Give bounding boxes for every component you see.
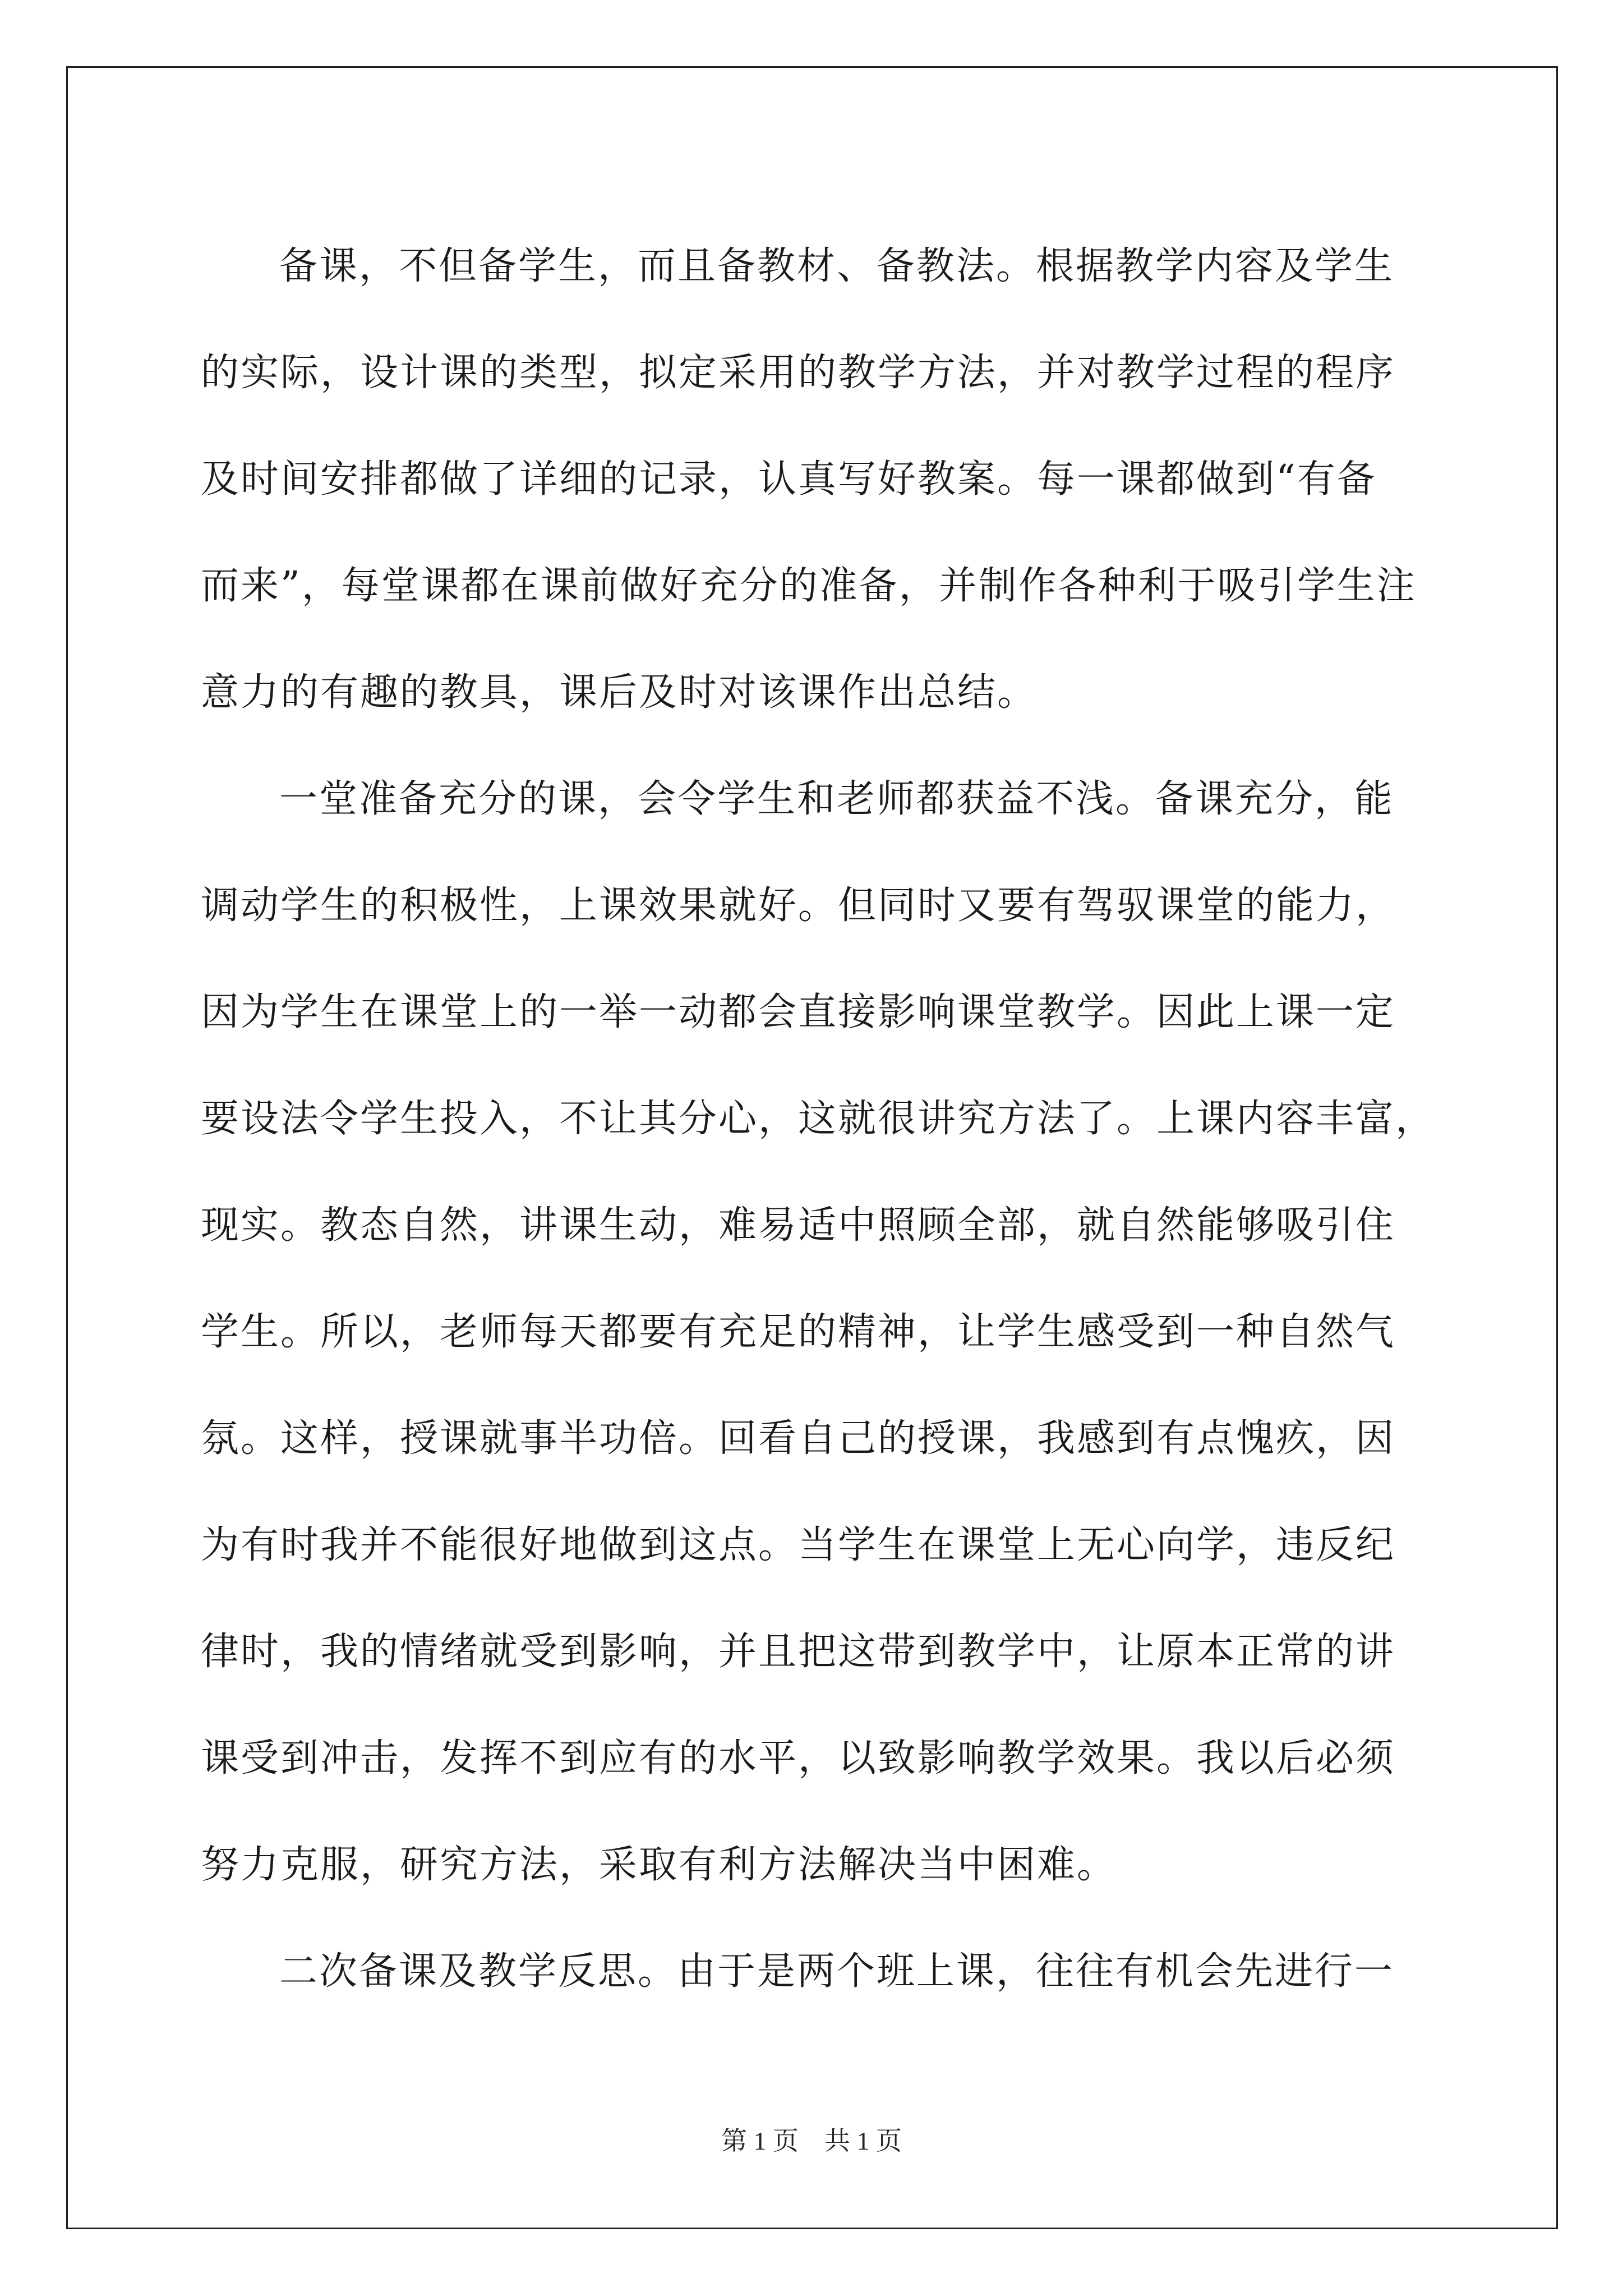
paragraph-line: 要设法令学生投入，不让其分心，这就很讲究方法了。上课内容丰富，	[201, 1097, 1436, 1141]
paragraph-line: 氛。这样，授课就事半功倍。回看自己的授课，我感到有点愧疚，因	[201, 1416, 1396, 1461]
document-body	[201, 213, 1468, 2025]
paragraph-line: 因为学生在课堂上的一举一动都会直接影响课堂教学。因此上课一定	[201, 990, 1396, 1034]
paragraph-line: 及时间安排都做了详细的记录，认真写好教案。每一课都做到“有备	[201, 457, 1377, 501]
paragraph-line: 而来”，每堂课都在课前做好充分的准备，并制作各种利于吸引学生注	[201, 564, 1417, 608]
paragraph-line: 一堂准备充分的课，会令学生和老师都获益不浅。备课充分，能	[279, 777, 1395, 821]
page-number-footer: 第 1 页 共 1 页	[721, 2127, 902, 2155]
paragraph-line: 备课，不但备学生，而且备教材、备教法。根据教学内容及学生	[279, 244, 1395, 288]
paragraph-line: 课受到冲击，发挥不到应有的水平，以致影响教学效果。我以后必须	[201, 1736, 1396, 1780]
paragraph-line: 意力的有趣的教具，课后及时对该课作出总结。	[201, 670, 1038, 715]
paragraph-line: 二次备课及教学反思。由于是两个班上课，往往有机会先进行一	[279, 1949, 1395, 1994]
paragraph-line: 为有时我并不能很好地做到这点。当学生在课堂上无心向学，违反纪	[201, 1523, 1396, 1567]
paragraph-line: 努力克服，研究方法，采取有利方法解决当中困难。	[201, 1843, 1117, 1887]
paragraph-line: 学生。所以，老师每天都要有充足的精神，让学生感受到一种自然气	[201, 1310, 1396, 1354]
paragraph-line: 律时，我的情绪就受到影响，并且把这带到教学中，让原本正常的讲	[201, 1630, 1396, 1674]
paragraph-line: 调动学生的积极性，上课效果就好。但同时又要有驾驭课堂的能力，	[201, 884, 1396, 928]
paragraph-line: 的实际，设计课的类型，拟定采用的教学方法，并对教学过程的程序	[201, 351, 1396, 395]
paragraph-line: 现实。教态自然，讲课生动，难易适中照顾全部，就自然能够吸引住	[201, 1203, 1396, 1248]
